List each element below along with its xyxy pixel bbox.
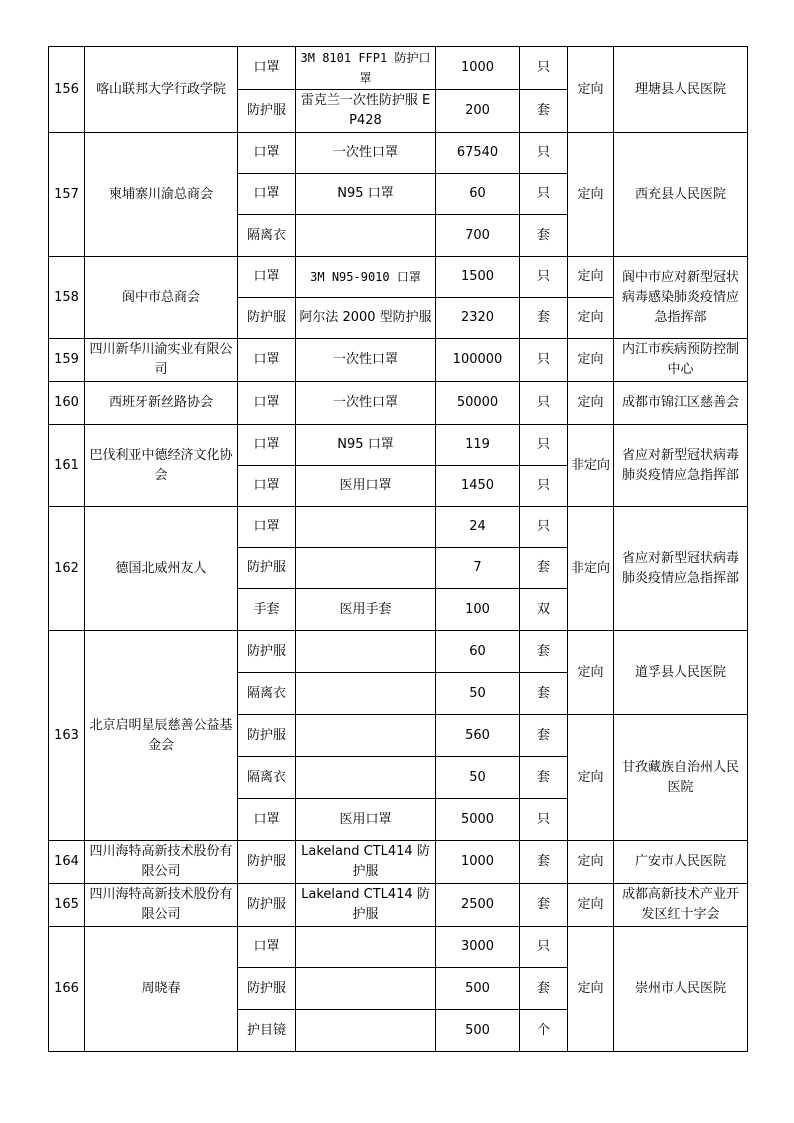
- item-type: 隔离衣: [238, 673, 296, 715]
- item-quantity: 24: [436, 507, 520, 548]
- donor-name: 四川新华川渝实业有限公司: [85, 339, 238, 382]
- donation-mode: 定向: [568, 47, 614, 133]
- row-number: 166: [49, 927, 85, 1052]
- item-unit: 只: [520, 133, 568, 174]
- recipient: 甘孜藏族自治州人民医院: [614, 715, 748, 841]
- donation-mode: 定向: [568, 339, 614, 382]
- donor-name: 德国北威州友人: [85, 507, 238, 631]
- item-quantity: 60: [436, 631, 520, 673]
- item-spec: Lakeland CTL414 防护服: [296, 841, 436, 884]
- item-type: 防护服: [238, 841, 296, 884]
- table-row: [49, 47, 748, 90]
- row-number: 160: [49, 382, 85, 425]
- donor-name: 北京启明星辰慈善公益基金会: [85, 631, 238, 841]
- donor-name: 阆中市总商会: [85, 257, 238, 339]
- item-type: 隔离衣: [238, 757, 296, 799]
- table-row: [49, 382, 748, 425]
- item-type: 口罩: [238, 507, 296, 548]
- item-type: 口罩: [238, 133, 296, 174]
- item-spec: 医用口罩: [296, 799, 436, 841]
- item-type: 防护服: [238, 90, 296, 133]
- item-type: 防护服: [238, 548, 296, 589]
- item-unit: 套: [520, 548, 568, 589]
- item-unit: 套: [520, 968, 568, 1010]
- item-type: 口罩: [238, 174, 296, 215]
- item-type: 口罩: [238, 425, 296, 466]
- item-type: 口罩: [238, 339, 296, 382]
- item-unit: 套: [520, 673, 568, 715]
- item-spec: [296, 968, 436, 1010]
- item-quantity: 1000: [436, 841, 520, 884]
- recipient: 崇州市人民医院: [614, 927, 748, 1052]
- item-spec: 医用手套: [296, 589, 436, 631]
- row-number: 161: [49, 425, 85, 507]
- donation-mode: 非定向: [568, 507, 614, 631]
- item-unit: 套: [520, 298, 568, 339]
- item-type: 手套: [238, 589, 296, 631]
- item-quantity: 560: [436, 715, 520, 757]
- item-quantity: 500: [436, 1010, 520, 1052]
- donation-mode: 定向: [568, 927, 614, 1052]
- item-quantity: 100000: [436, 339, 520, 382]
- item-quantity: 5000: [436, 799, 520, 841]
- item-spec: [296, 927, 436, 968]
- donation-mode: 定向: [568, 382, 614, 425]
- donor-name: 四川海特高新技术股份有限公司: [85, 884, 238, 927]
- item-type: 口罩: [238, 799, 296, 841]
- item-unit: 套: [520, 884, 568, 927]
- item-type: 口罩: [238, 927, 296, 968]
- table-row: [49, 257, 748, 298]
- item-spec: 3M N95-9010 口罩: [296, 257, 436, 298]
- item-spec: [296, 1010, 436, 1052]
- recipient: 理塘县人民医院: [614, 47, 748, 133]
- item-spec: [296, 548, 436, 589]
- item-quantity: 60: [436, 174, 520, 215]
- recipient: 成都市锦江区慈善会: [614, 382, 748, 425]
- item-quantity: 119: [436, 425, 520, 466]
- item-type: 口罩: [238, 382, 296, 425]
- item-quantity: 50: [436, 673, 520, 715]
- item-type: 口罩: [238, 466, 296, 507]
- item-type: 隔离衣: [238, 215, 296, 257]
- item-type: 口罩: [238, 47, 296, 90]
- item-unit: 套: [520, 90, 568, 133]
- recipient: 省应对新型冠状病毒肺炎疫情应急指挥部: [614, 425, 748, 507]
- recipient: 内江市疾病预防控制中心: [614, 339, 748, 382]
- item-type: 防护服: [238, 715, 296, 757]
- donation-mode: 定向: [568, 133, 614, 257]
- item-spec: 阿尔法 2000 型防护服: [296, 298, 436, 339]
- item-unit: 只: [520, 257, 568, 298]
- donor-name: 巴伐利亚中德经济文化协会: [85, 425, 238, 507]
- item-spec: [296, 757, 436, 799]
- table-row: [49, 631, 748, 673]
- item-quantity: 2320: [436, 298, 520, 339]
- item-spec: 一次性口罩: [296, 133, 436, 174]
- item-spec: [296, 507, 436, 548]
- item-quantity: 200: [436, 90, 520, 133]
- item-unit: 套: [520, 631, 568, 673]
- item-spec: 一次性口罩: [296, 382, 436, 425]
- item-unit: 套: [520, 715, 568, 757]
- table-row: [49, 927, 748, 968]
- item-quantity: 1450: [436, 466, 520, 507]
- row-number: 159: [49, 339, 85, 382]
- donation-mode: 定向: [568, 884, 614, 927]
- item-type: 防护服: [238, 298, 296, 339]
- donation-table: [48, 46, 748, 1052]
- item-quantity: 50: [436, 757, 520, 799]
- item-type: 防护服: [238, 968, 296, 1010]
- table-row: [49, 841, 748, 884]
- row-number: 156: [49, 47, 85, 133]
- donation-mode: 非定向: [568, 425, 614, 507]
- item-unit: 只: [520, 507, 568, 548]
- item-spec: 一次性口罩: [296, 339, 436, 382]
- item-unit: 只: [520, 47, 568, 90]
- recipient: 成都高新技术产业开发区红十字会: [614, 884, 748, 927]
- item-unit: 套: [520, 841, 568, 884]
- item-unit: 只: [520, 425, 568, 466]
- item-unit: 只: [520, 927, 568, 968]
- item-quantity: 500: [436, 968, 520, 1010]
- item-quantity: 1000: [436, 47, 520, 90]
- item-spec: [296, 631, 436, 673]
- item-unit: 只: [520, 382, 568, 425]
- donor-name: 西班牙新丝路协会: [85, 382, 238, 425]
- donation-mode: 定向: [568, 298, 614, 339]
- item-quantity: 2500: [436, 884, 520, 927]
- item-spec: 雷克兰一次性防护服 EP428: [296, 90, 436, 133]
- recipient: 省应对新型冠状病毒肺炎疫情应急指挥部: [614, 507, 748, 631]
- item-spec: [296, 715, 436, 757]
- item-type: 防护服: [238, 884, 296, 927]
- item-unit: 只: [520, 174, 568, 215]
- donor-name: 喀山联邦大学行政学院: [85, 47, 238, 133]
- row-number: 164: [49, 841, 85, 884]
- table-row: [49, 133, 748, 174]
- item-spec: [296, 215, 436, 257]
- item-unit: 套: [520, 757, 568, 799]
- table-row: [49, 884, 748, 927]
- item-quantity: 3000: [436, 927, 520, 968]
- item-quantity: 50000: [436, 382, 520, 425]
- recipient: 阆中市应对新型冠状病毒感染肺炎疫情应急指挥部: [614, 257, 748, 339]
- donor-name: 柬埔寨川渝总商会: [85, 133, 238, 257]
- item-spec: [296, 673, 436, 715]
- item-unit: 只: [520, 466, 568, 507]
- item-type: 防护服: [238, 631, 296, 673]
- item-spec: 医用口罩: [296, 466, 436, 507]
- item-unit: 只: [520, 799, 568, 841]
- donor-name: 周晓春: [85, 927, 238, 1052]
- row-number: 165: [49, 884, 85, 927]
- item-spec: N95 口罩: [296, 174, 436, 215]
- donation-mode: 定向: [568, 631, 614, 715]
- row-number: 158: [49, 257, 85, 339]
- item-quantity: 1500: [436, 257, 520, 298]
- row-number: 163: [49, 631, 85, 841]
- item-spec: Lakeland CTL414 防护服: [296, 884, 436, 927]
- item-unit: 个: [520, 1010, 568, 1052]
- row-number: 162: [49, 507, 85, 631]
- item-unit: 双: [520, 589, 568, 631]
- donation-mode: 定向: [568, 715, 614, 841]
- item-unit: 套: [520, 215, 568, 257]
- table-row: [49, 425, 748, 466]
- item-quantity: 67540: [436, 133, 520, 174]
- table-row: [49, 339, 748, 382]
- donation-mode: 定向: [568, 841, 614, 884]
- donation-mode: 定向: [568, 257, 614, 298]
- row-number: 157: [49, 133, 85, 257]
- item-spec: N95 口罩: [296, 425, 436, 466]
- recipient: 道孚县人民医院: [614, 631, 748, 715]
- item-unit: 只: [520, 339, 568, 382]
- donor-name: 四川海特高新技术股份有限公司: [85, 841, 238, 884]
- item-spec: 3M 8101 FFP1 防护口罩: [296, 47, 436, 90]
- item-type: 口罩: [238, 257, 296, 298]
- item-quantity: 100: [436, 589, 520, 631]
- item-quantity: 700: [436, 215, 520, 257]
- table-row: [49, 507, 748, 548]
- item-type: 护目镜: [238, 1010, 296, 1052]
- item-quantity: 7: [436, 548, 520, 589]
- recipient: 西充县人民医院: [614, 133, 748, 257]
- recipient: 广安市人民医院: [614, 841, 748, 884]
